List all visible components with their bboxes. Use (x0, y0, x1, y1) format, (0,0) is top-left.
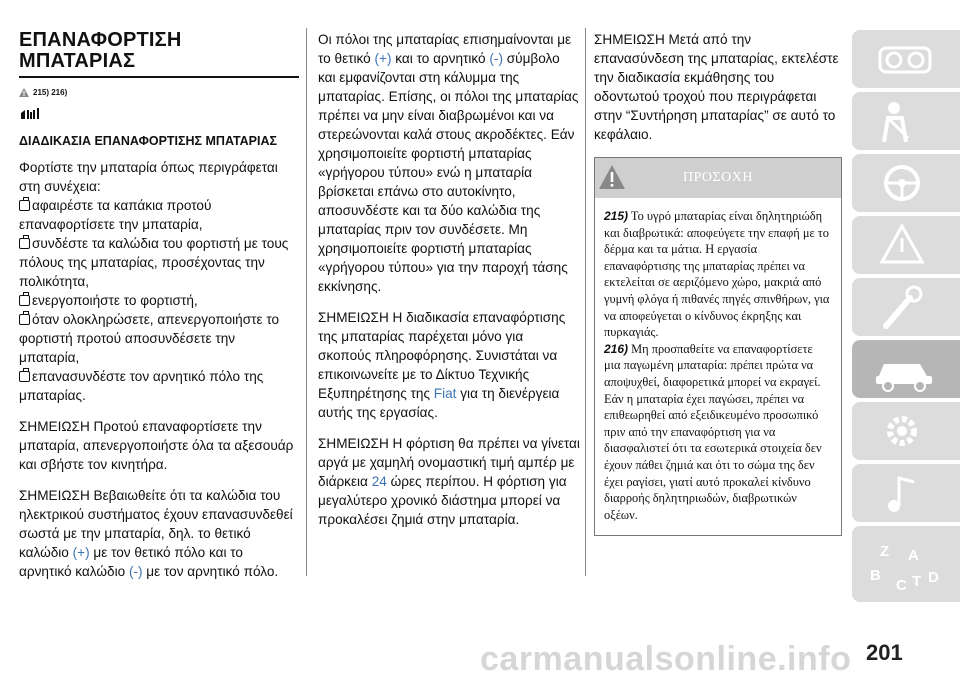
column-right (594, 30, 842, 156)
steering-wheel-icon (852, 154, 960, 212)
caution-text-215: Το υγρό μπαταρίας είναι δηλητηριώδη και διαβρωτικά: αποφεύγετε την επαφή με το δέρμα και τα μάτια. Η εργασία επαναφόρτισης της μπαταρίας πρέπει να εκτελείται σε αεριζόμενο χώρο, μακριά από γυμνή φλόγα ή πιθανές πηγές σπινθήρων, για να αποφεύγεται ο κίνδυνος έκρηξης και πυρκαγιάς. (604, 209, 830, 340)
column-left (19, 30, 299, 593)
note-accessories: ΣΗΜΕΙΩΣΗ Προτού επαναφορτίσετε την μπαταρία, απενεργοποιήστε όλα τα αξεσουάρ και σβήστε τον κινητήρα. (19, 419, 294, 472)
page-number: 201 (866, 640, 903, 665)
tab-warning-lights[interactable] (852, 216, 960, 274)
svg-text:D: D (928, 569, 939, 586)
caution-ref-216: 216) (604, 341, 629, 356)
note-learning: ΣΗΜΕΙΩΣΗ Μετά από την επανασύνδεση της μπαταρίας, εκτελέστε την διαδικασία εκμάθησης του οδοντωτού τροχού που περιγράφεται στην “Συντήρηση μπαταρίας” σε αυτό το κεφάλαιο. (594, 32, 839, 142)
step-1: αφαιρέστε τα καπάκια προτού επαναφορτίσετε την μπαταρία, (19, 198, 212, 232)
seatbelt-icon (852, 92, 960, 150)
chapter-tabs (852, 30, 960, 606)
step-bullet-icon (19, 371, 30, 382)
wrench-icon (852, 278, 960, 336)
caution-heading: ΠΡΟΣΟΧΗ (683, 170, 753, 185)
svg-text:B: B (870, 567, 881, 584)
eco-fan-icon (19, 107, 299, 126)
step-bullet-icon (19, 238, 30, 249)
warning-icon (19, 88, 29, 97)
warning-light-icon (852, 216, 960, 274)
watermark: carmanualsonline.info (480, 640, 852, 678)
tab-dashboard[interactable] (852, 30, 960, 88)
page-title: ΕΠΑΝΑΦΟΡΤΙΣΗ ΜΠΑΤΑΡΙΑΣ (19, 29, 182, 72)
tab-technical-data[interactable] (852, 402, 960, 460)
column-middle (318, 30, 580, 541)
warning-refs-text: 215) 216) (33, 88, 68, 97)
step-bullet-icon (19, 200, 30, 211)
note-cables: ΣΗΜΕΙΩΣΗ Βεβαιωθείτε ότι τα καλώδια του ηλεκτρικού συστήματος έχουν επανασυνδεθεί σωστά με την μπαταρία, δηλ. το θετικό καλώδιο (+) με τον θετικό πόλο και το αρνητικό καλώδιο (-) με τον αρνητικό πόλο. (19, 488, 293, 579)
column-divider (306, 28, 307, 576)
car-icon (852, 340, 960, 398)
music-note-icon (852, 464, 960, 522)
tab-emergency[interactable] (852, 278, 960, 336)
column-divider (585, 28, 586, 576)
step-4: όταν ολοκληρώσετε, απενεργοποιήστε το φορτιστή προτού αποσυνδέσετε την μπαταρία, (19, 312, 280, 365)
tab-starting[interactable] (852, 154, 960, 212)
index-letters-icon (852, 526, 960, 602)
caution-text-216: Μη προσπαθείτε να επαναφορτίσετε μια παγωμένη μπαταρία: πρέπει πρώτα να αποψυχθεί, διαφορετικά μπορεί να εκραγεί. Εάν η μπαταρία έχει παγώσει, πρέπει να επιθεωρηθεί από εξειδικευμένο προσωπικό πριν από την επαναφόρτιση για να διασφαλιστεί ότι τα εσωτερικά στοιχεία δεν έχουν πάθει ζημιά και ότι το σώμα της δεν έχει ραγίσει, γιατί αυτό προκαλεί κίνδυνο διαρροής δηλητηριωδών, διαβρωτικών οξέων. (604, 341, 822, 522)
note-slow-charge: ΣΗΜΕΙΩΣΗ Η φόρτιση θα πρέπει να γίνεται αργά με χαμηλή ονομαστική τιμή αμπέρ με διάρκεια 24 ώρες περίπου. Η φόρτιση για μεγαλύτερο χρονικό διάστημα μπορεί να προκαλέσει ζημιά στην μπαταρία. (318, 436, 580, 527)
gear-icon (852, 402, 960, 460)
warning-refs (19, 88, 299, 97)
brand-fiat: Fiat (433, 386, 457, 401)
step-2: συνδέστε τα καλώδια του φορτιστή με τους πόλους της μπαταρίας, προσέχοντας την πολικότητα, (19, 236, 289, 289)
step-bullet-icon (19, 295, 30, 306)
svg-text:T: T (912, 573, 922, 590)
tab-multimedia[interactable] (852, 464, 960, 522)
step-5: επανασυνδέστε τον αρνητικό πόλο της μπαταρίας. (19, 369, 264, 403)
title-underline (19, 76, 299, 78)
steps-block (19, 158, 299, 405)
caution-box (594, 157, 842, 536)
section-heading: ΔΙΑΔΙΚΑΣΙΑ ΕΠΑΝΑΦΟΡΤΙΣΗΣ ΜΠΑΤΑΡΙΑΣ (19, 134, 278, 148)
caution-header (595, 158, 841, 198)
svg-text:Z: Z (880, 543, 890, 560)
svg-text:C: C (896, 577, 907, 594)
tab-maintenance[interactable] (852, 340, 960, 398)
svg-text:A: A (908, 547, 919, 564)
dashboard-icon (852, 30, 960, 88)
tab-safety[interactable] (852, 92, 960, 150)
note-service: ΣΗΜΕΙΩΣΗ Η διαδικασία επαναφόρτισης της μπαταρίας παρέχεται μόνο για σκοπούς πληροφόρησης. Συνιστάται να επικοινωνείτε με το Δίκτυο Τεχνικής Εξυπηρέτησης της Fiat για τη διενέργεια αυτής της εργασίας. (318, 310, 566, 420)
tab-index[interactable] (852, 526, 960, 602)
caution-body (595, 198, 841, 535)
caution-ref-215: 215) (604, 209, 629, 223)
warning-triangle-icon (598, 164, 626, 190)
step-3: ενεργοποιήστε το φορτιστή, (32, 293, 198, 308)
intro-text: Φορτίστε την μπαταρία όπως περιγράφεται στη συνέχεια: (19, 160, 278, 194)
poles-paragraph: Οι πόλοι της μπαταρίας επισημαίνονται με το θετικό (+) και το αρνητικό (-) σύμβολο και εμφανίζονται στη κάλυμμα της μπαταρίας. Επίσης, οι πόλοι της μπαταρίας πρέπει να μην είναι διαβρωμένοι και να στερεώνονται καλά στους ακροδέκτες. Εάν χρησιμοποιείτε φορτιστή μπαταρίας «γρήγορου τύπου» ενώ η μπαταρία βρίσκεται επάνω στο αυτοκίνητο, αποσυνδέστε και τα δύο καλώδια της μπαταρίας πριν τον συνδέσετε. Μη χρησιμοποιείτε φορτιστή μπαταρίας «γρήγορου τύπου» για την παροχή τάσης εκκίνησης. (318, 32, 579, 294)
step-bullet-icon (19, 314, 30, 325)
